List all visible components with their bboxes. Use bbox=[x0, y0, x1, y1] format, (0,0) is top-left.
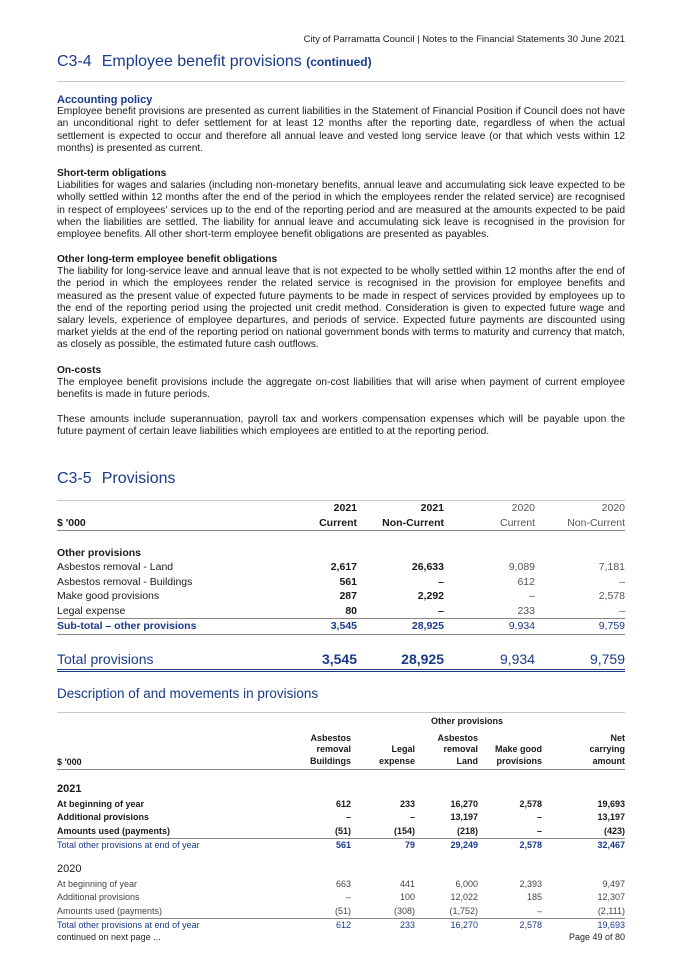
cell: 12,022 bbox=[450, 892, 478, 903]
row-label: Amounts used (payments) bbox=[57, 825, 171, 836]
cell: 233 bbox=[517, 604, 535, 617]
section-title-c3-4 bbox=[57, 53, 372, 71]
cell: – bbox=[536, 825, 542, 836]
cell: 287 bbox=[339, 590, 357, 603]
cell: 9,759 bbox=[589, 651, 625, 667]
cell: – bbox=[438, 604, 444, 617]
section-number: C3-5 bbox=[57, 470, 92, 487]
group-header: Other provisions bbox=[430, 716, 503, 726]
cell: 29,249 bbox=[450, 840, 478, 851]
short-term-text: Liabilities for wages and salaries (including non-monetary benefits, annual leave and accumulating sick leave expected to be wholly settled within 12 months after the end of the period in which the employees render the related service) are recognised in respect of employees' services up to the end of the reporting period and are measured at the amounts expected to be paid when the liabilities are settled. The liability for annual leave and accumulating sick leave is recognised in the provision for employee benefits. All other short-term employee benefit obligations are presented as payables. bbox=[57, 180, 625, 241]
cell: 2,578 bbox=[519, 840, 542, 851]
cell: (154) bbox=[393, 825, 415, 836]
table-header-cols bbox=[57, 516, 625, 531]
cell: (308) bbox=[393, 905, 415, 916]
short-term-block bbox=[57, 168, 625, 241]
year-label: 2020 bbox=[57, 862, 82, 875]
table-row bbox=[57, 904, 625, 918]
continued-label: (continued) bbox=[306, 55, 372, 69]
cell: 80 bbox=[345, 604, 357, 617]
short-term-heading: Short-term obligations bbox=[57, 168, 167, 179]
page-header: City of Parramatta Council | Notes to the Financial Statements 30 June 2021 bbox=[303, 34, 625, 45]
cell: 9,089 bbox=[508, 561, 535, 574]
row-label: Asbestos removal - Land bbox=[57, 561, 174, 574]
total-row bbox=[57, 918, 625, 932]
cell: 233 bbox=[399, 920, 415, 931]
cell: – bbox=[529, 590, 535, 603]
cell: 13,197 bbox=[597, 812, 625, 823]
cell: (2,111) bbox=[597, 905, 625, 916]
oncosts-block bbox=[57, 365, 625, 438]
cell: 9,934 bbox=[508, 620, 535, 633]
cell: 9,497 bbox=[602, 878, 625, 889]
cell: 561 bbox=[339, 575, 357, 588]
cell: 441 bbox=[399, 878, 415, 889]
footer-continued: continued on next page ... bbox=[57, 932, 161, 942]
cell: 185 bbox=[526, 892, 542, 903]
col-year: 2020 bbox=[601, 502, 625, 515]
year-label: 2021 bbox=[57, 782, 82, 795]
section-title-text: Provisions bbox=[101, 470, 176, 487]
cell: – bbox=[536, 812, 542, 823]
unit-label: $ '000 bbox=[57, 516, 86, 529]
cell: 663 bbox=[335, 878, 351, 889]
row-label: At beginning of year bbox=[57, 798, 145, 809]
table-row bbox=[57, 877, 625, 891]
group-label: Other provisions bbox=[57, 546, 142, 559]
table-row bbox=[57, 797, 625, 811]
group-header-row bbox=[57, 713, 625, 730]
col-header: Legal expense bbox=[378, 744, 415, 766]
row-label: Additional provisions bbox=[57, 892, 140, 903]
row-label: Asbestos removal - Buildings bbox=[57, 575, 193, 588]
movements-title: Description of and movements in provisions bbox=[57, 686, 319, 701]
group-row bbox=[57, 546, 625, 561]
cell: (1,752) bbox=[449, 905, 478, 916]
cell: (51) bbox=[334, 825, 351, 836]
long-term-block bbox=[57, 254, 625, 352]
cell: 16,270 bbox=[450, 920, 478, 931]
cell: 100 bbox=[399, 892, 415, 903]
cell: 2,578 bbox=[519, 798, 542, 809]
accounting-policy-block bbox=[57, 94, 625, 155]
accounting-policy-text: Employee benefit provisions are presented as current liabilities in the Statement of Financial Position if Council does not have an unconditional right to defer settlement for at least 12 months after the reporting date, regardless of when the actual settlement is expected to occur and therefore all annual leave and vested long service leave (or that which vests within 12 months) is presented as current. bbox=[57, 106, 625, 154]
oncosts-heading: On-costs bbox=[57, 365, 102, 376]
table-header-cols bbox=[57, 729, 625, 770]
long-term-heading: Other long-term employee benefit obligations bbox=[57, 254, 278, 265]
cell: – bbox=[345, 812, 351, 823]
table-row bbox=[57, 589, 625, 604]
col-header: Non-Current bbox=[382, 516, 444, 529]
cell: 19,693 bbox=[597, 920, 625, 931]
cell: 12,307 bbox=[597, 892, 625, 903]
row-label: Additional provisions bbox=[57, 812, 150, 823]
cell: 16,270 bbox=[450, 798, 478, 809]
cell: 2,578 bbox=[598, 590, 625, 603]
total-row bbox=[57, 838, 625, 852]
cell: 9,759 bbox=[598, 620, 625, 633]
row-label: Make good provisions bbox=[57, 590, 160, 603]
movements-table bbox=[57, 712, 625, 932]
table-row bbox=[57, 575, 625, 590]
cell: – bbox=[536, 905, 542, 916]
row-label: Total other provisions at end of year bbox=[57, 920, 200, 931]
cell: 9,934 bbox=[499, 651, 535, 667]
cell: 2,292 bbox=[417, 590, 444, 603]
cell: 26,633 bbox=[411, 561, 444, 574]
unit-label: $ '000 bbox=[57, 757, 82, 767]
footer-page-number: Page 49 of 80 bbox=[568, 932, 625, 942]
col-header: Net carrying amount bbox=[589, 732, 625, 766]
cell: 2,617 bbox=[330, 561, 357, 574]
table-row bbox=[57, 891, 625, 905]
oncosts-text-1: The employee benefit provisions include the aggregate on-cost liabilities that will arise when payment of current employee benefits is made in future periods. bbox=[57, 377, 625, 401]
section-number: C3-4 bbox=[57, 53, 92, 70]
col-header: Non-Current bbox=[567, 516, 625, 529]
table-header-years bbox=[57, 501, 625, 516]
cell: 32,467 bbox=[597, 840, 625, 851]
accounting-policy-heading: Accounting policy bbox=[57, 94, 153, 106]
col-year: 2020 bbox=[511, 502, 535, 515]
subtotal-row bbox=[57, 619, 625, 635]
cell: (51) bbox=[334, 905, 351, 916]
row-label: Total other provisions at end of year bbox=[57, 840, 200, 851]
col-year: 2021 bbox=[333, 502, 357, 515]
row-label: Amounts used (payments) bbox=[57, 905, 163, 916]
cell: 13,197 bbox=[450, 812, 478, 823]
cell: 612 bbox=[517, 575, 535, 588]
cell: 2,393 bbox=[519, 878, 542, 889]
oncosts-text-2: These amounts include superannuation, payroll tax and workers compensation expenses which will be payable upon the future payment of certain leave liabilities which employees are entitled to at the reporting period. bbox=[57, 413, 625, 437]
col-year: 2021 bbox=[420, 502, 444, 515]
cell: – bbox=[619, 604, 625, 617]
cell: – bbox=[345, 892, 351, 903]
cell: 2,578 bbox=[519, 920, 542, 931]
row-label: Legal expense bbox=[57, 604, 126, 617]
cell: 28,925 bbox=[411, 620, 444, 633]
table-row bbox=[57, 811, 625, 825]
cell: (218) bbox=[456, 825, 478, 836]
cell: 7,181 bbox=[598, 561, 625, 574]
row-label: At beginning of year bbox=[57, 878, 138, 889]
cell: – bbox=[409, 812, 415, 823]
cell: 6,000 bbox=[455, 878, 478, 889]
col-header: Asbestos removal Buildings bbox=[310, 732, 351, 766]
section-divider bbox=[57, 81, 625, 82]
cell: 3,545 bbox=[330, 620, 357, 633]
col-header: Current bbox=[319, 516, 357, 529]
total-row bbox=[57, 649, 625, 671]
cell: 612 bbox=[335, 798, 351, 809]
cell: 19,693 bbox=[597, 798, 625, 809]
year-row bbox=[57, 860, 625, 877]
cell: 79 bbox=[404, 840, 415, 851]
col-header: Make good provisions bbox=[494, 744, 542, 766]
table-row bbox=[57, 560, 625, 575]
row-label: Sub-total – other provisions bbox=[57, 620, 197, 633]
cell: 612 bbox=[335, 920, 351, 931]
table-row bbox=[57, 824, 625, 838]
section-title-text: Employee benefit provisions bbox=[101, 53, 302, 70]
provisions-table bbox=[57, 500, 625, 672]
col-header: Asbestos removal Land bbox=[437, 732, 478, 766]
table-row bbox=[57, 604, 625, 619]
cell: 28,925 bbox=[401, 651, 444, 667]
cell: 233 bbox=[399, 798, 415, 809]
long-term-text: The liability for long-service leave and annual leave that is not expected to be wholly settled within 12 months after the end of the period in which the employees render the related service is recognised in the provision for employee benefits and measured as the present value of expected future payments to be made in respect of services provided by employees up to the end of the reporting period using the projected unit credit method. Consideration is given to expected future wage and salary levels, experience of employee departures, and periods of service. Expected future payments are discounted using market yields at the end of the reporting period on national government bonds with terms to maturity and currency that match, as closely as possible, the estimated future cash outflows. bbox=[57, 266, 625, 351]
col-header: Current bbox=[499, 516, 535, 529]
cell: 3,545 bbox=[321, 651, 357, 667]
section-title-c3-5 bbox=[57, 470, 176, 488]
cell: (423) bbox=[603, 825, 625, 836]
cell: 561 bbox=[335, 840, 351, 851]
cell: – bbox=[438, 575, 444, 588]
cell: – bbox=[619, 575, 625, 588]
row-label: Total provisions bbox=[57, 651, 154, 667]
year-row bbox=[57, 780, 625, 797]
